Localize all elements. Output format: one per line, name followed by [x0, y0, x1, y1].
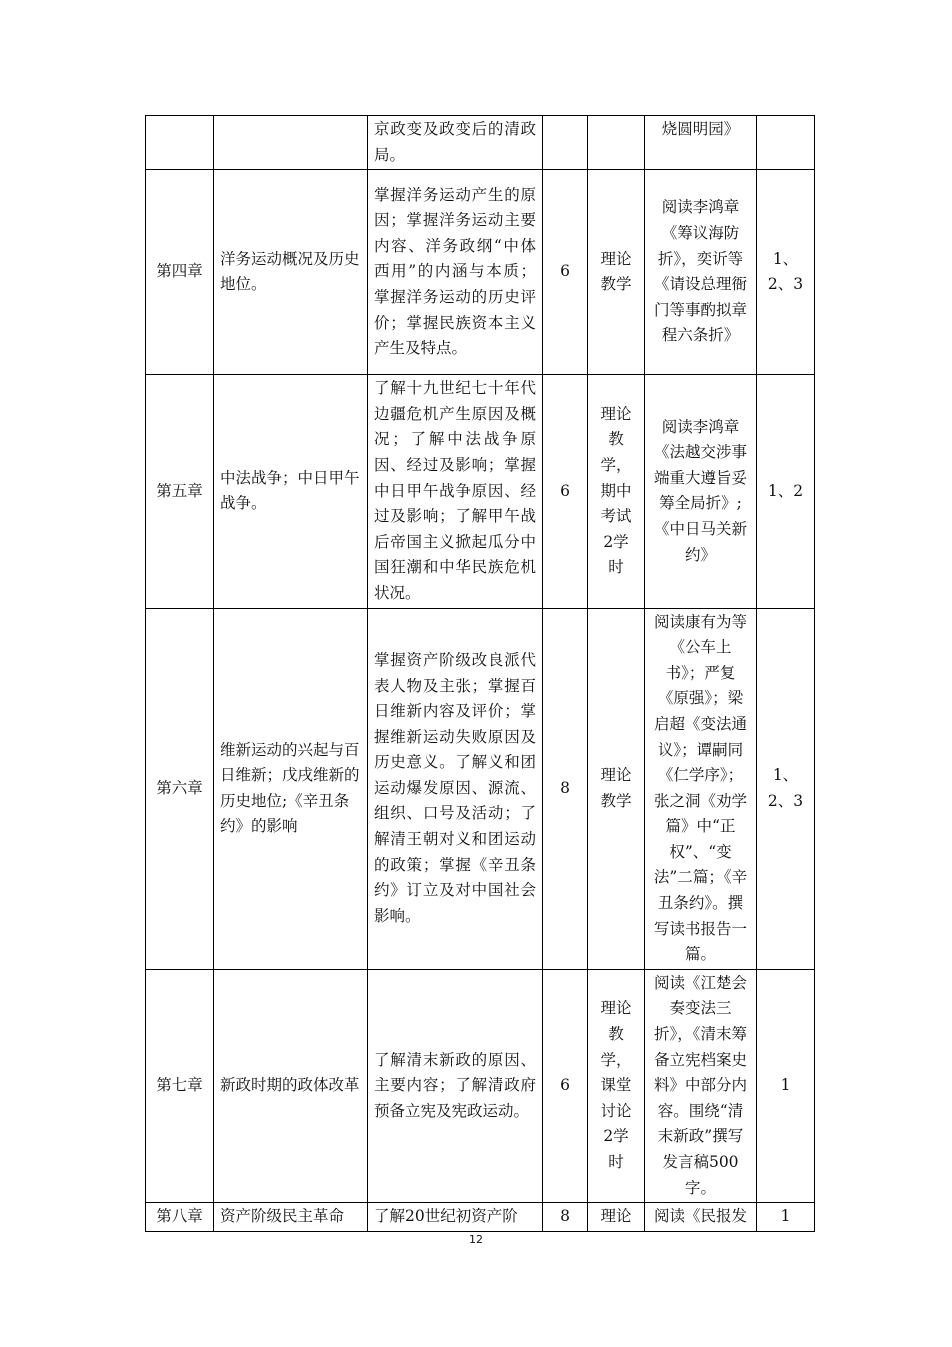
hours-cell [543, 116, 588, 170]
method-text: 理论教学 [600, 249, 632, 294]
reading-cell: 烧圆明园》 [645, 116, 757, 170]
reading-cell: 阅读李鸿章《筹议海防折》，奕䜣等《请设总理衙门等事酌拟章程六条折》 [645, 170, 757, 375]
hours-cell: 8 [543, 608, 588, 969]
method-cell [588, 969, 645, 1202]
reading-cell: 阅读《江楚会奏变法三折》，《清末筹备立宪档案史料》中部分内容。围绕“清末新政”撰写发言稿500字。 [645, 969, 757, 1202]
objectives-cell: 1、2、3 [757, 170, 815, 375]
content-cell: 了解十九世纪七十年代边疆危机产生原因及概况；了解中法战争原因、经过及影响；掌握中日甲午战争原因、经过及影响；了解甲午战后帝国主义掀起瓜分中国狂潮和中华民族危机状况。 [368, 375, 543, 608]
content-cell: 掌握洋务运动产生的原因；掌握洋务运动主要内容、洋务政纲“中体西用”的内涵与本质；掌握洋务运动的历史评价；掌握民族资本主义产生及特点。 [368, 170, 543, 375]
content-cell: 了解清末新政的原因、主要内容；了解清政府预备立宪及宪政运动。 [368, 969, 543, 1202]
topic-cell: 维新运动的兴起与百日维新；戊戌维新的历史地位;《辛丑条约》的影响 [214, 608, 368, 969]
objectives-cell: 1、2、3 [757, 608, 815, 969]
topic-cell: 资产阶级民主革命 [214, 1203, 368, 1232]
topic-cell: 洋务运动概况及历史地位。 [214, 170, 368, 375]
chapter-cell: 第四章 [146, 170, 214, 375]
content-cell: 了解20世纪初资产阶 [368, 1203, 543, 1232]
objectives-cell [757, 116, 815, 170]
hours-cell: 6 [543, 170, 588, 375]
table-row [146, 1203, 815, 1232]
chapter-cell: 第八章 [146, 1203, 214, 1232]
objectives-cell: 1 [757, 969, 815, 1202]
method-cell [588, 608, 645, 969]
method-cell: 理论 [588, 1203, 645, 1232]
syllabus-table [145, 115, 815, 1232]
objectives-cell: 1 [757, 1203, 815, 1232]
table-row [146, 608, 815, 969]
table-row [146, 375, 815, 608]
topic-cell [214, 116, 368, 170]
chapter-cell: 第六章 [146, 608, 214, 969]
method-cell [588, 375, 645, 608]
page-number: 12 [469, 1233, 483, 1246]
reading-cell: 阅读《民报发 [645, 1203, 757, 1232]
topic-cell: 中法战争；中日甲午战争。 [214, 375, 368, 608]
method-cell [588, 116, 645, 170]
hours-cell: 8 [543, 1203, 588, 1232]
table-row [146, 116, 815, 170]
content-cell: 掌握资产阶级改良派代表人物及主张；掌握百日维新内容及评价；掌握维新运动失败原因及历史意义。了解义和团运动爆发原因、源流、组织、口号及活动；了解清王朝对义和团运动的政策；掌握《辛丑条约》订立及对中国社会影响。 [368, 608, 543, 969]
method-cell [588, 170, 645, 375]
topic-cell: 新政时期的政体改革 [214, 969, 368, 1202]
method-text: 理论教学 [600, 766, 632, 810]
method-text: 理论教学，期中考试2学时 [600, 404, 632, 577]
chapter-cell: 第七章 [146, 969, 214, 1202]
reading-cell: 阅读李鸿章《法越交涉事端重大遵旨妥筹全局折》;《中日马关新约》 [645, 375, 757, 608]
reading-cell: 阅读康有为等《公车上书》；严复《原强》；梁启超《变法通议》；谭嗣同《仁学序》；张之洞《劝学篇》中“正权”、“变法”二篇；《辛丑条约》。撰写读书报告一篇。 [645, 608, 757, 969]
hours-cell: 6 [543, 969, 588, 1202]
method-text: 理论教学，课堂讨论2学时 [600, 999, 632, 1171]
objectives-cell: 1、2 [757, 375, 815, 608]
chapter-cell [146, 116, 214, 170]
content-cell: 京政变及政变后的清政局。 [368, 116, 543, 170]
table-row [146, 170, 815, 375]
hours-cell: 6 [543, 375, 588, 608]
chapter-cell: 第五章 [146, 375, 214, 608]
table-row [146, 969, 815, 1202]
